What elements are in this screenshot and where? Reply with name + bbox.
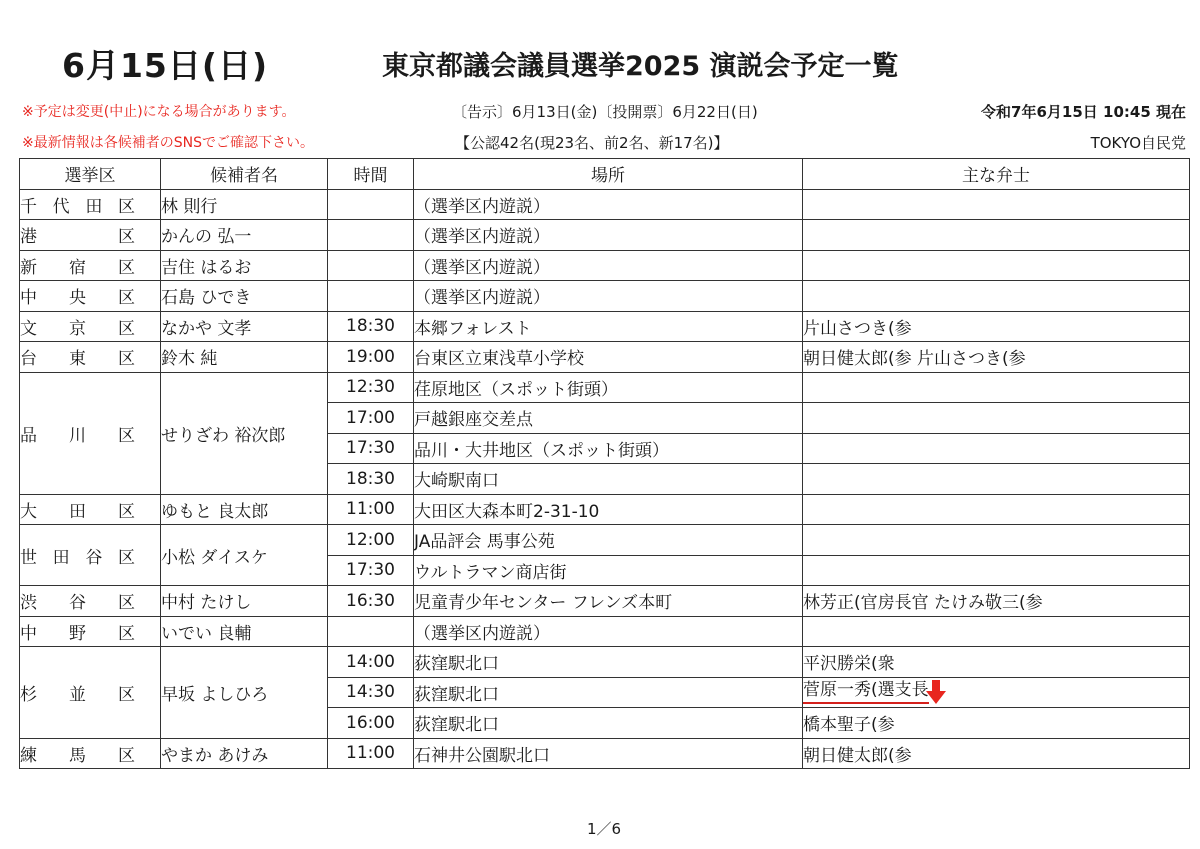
speakers-cell: [803, 220, 1190, 251]
table-row: [20, 189, 1190, 220]
district-cell: 世田谷区: [20, 525, 161, 586]
candidate-cell: やまか あけみ: [161, 738, 328, 769]
place-cell: 荏原地区（スポット街頭）: [414, 372, 803, 403]
place-cell: （選挙区内遊説）: [414, 281, 803, 312]
header-speakers: 主な弁士: [803, 159, 1190, 190]
speakers-cell: 朝日健太郎(参: [803, 738, 1190, 769]
district-cell: 千代田区: [20, 189, 161, 220]
speakers-cell: [803, 189, 1190, 220]
time-cell: 14:00: [328, 647, 414, 678]
district-cell: 新宿区: [20, 250, 161, 281]
speakers-cell: [803, 281, 1190, 312]
district-cell: 品川区: [20, 372, 161, 494]
page-number: 1／6: [587, 820, 622, 838]
place-cell: （選挙区内遊説）: [414, 250, 803, 281]
speakers-cell: [803, 372, 1190, 403]
time-cell: 19:00: [328, 342, 414, 373]
candidate-cell: 早坂 よしひろ: [161, 647, 328, 739]
candidate-cell: 吉住 はるお: [161, 250, 328, 281]
district-cell: 台東区: [20, 342, 161, 373]
time-cell: 12:30: [328, 372, 414, 403]
time-cell: [328, 281, 414, 312]
place-cell: 荻窪駅北口: [414, 708, 803, 739]
speakers-cell: 平沢勝栄(衆: [803, 647, 1190, 678]
time-cell: 14:30: [328, 677, 414, 708]
speakers-cell: [803, 525, 1190, 556]
candidate-count: 【公認42名(現23名、前2名、新17名)】: [455, 134, 729, 152]
table-row: [20, 311, 1190, 342]
time-cell: [328, 250, 414, 281]
header-place: 場所: [414, 159, 803, 190]
place-cell: 戸越銀座交差点: [414, 403, 803, 434]
speakers-cell: [803, 616, 1190, 647]
district-cell: 杉並区: [20, 647, 161, 739]
speakers-cell: [803, 403, 1190, 434]
place-cell: （選挙区内遊説）: [414, 189, 803, 220]
table-row: [20, 281, 1190, 312]
time-cell: 17:00: [328, 403, 414, 434]
time-cell: 11:00: [328, 494, 414, 525]
time-cell: 16:00: [328, 708, 414, 739]
district-cell: 文京区: [20, 311, 161, 342]
speakers-cell: [803, 494, 1190, 525]
speakers-cell: 橋本聖子(参: [803, 708, 1190, 739]
header-candidate: 候補者名: [161, 159, 328, 190]
district-cell: 練馬区: [20, 738, 161, 769]
speakers-cell: [803, 555, 1190, 586]
speakers-cell: 片山さつき(参: [803, 311, 1190, 342]
place-cell: 荻窪駅北口: [414, 647, 803, 678]
header-district: 選挙区: [20, 159, 161, 190]
place-cell: JA品評会 馬事公苑: [414, 525, 803, 556]
place-cell: 石神井公園駅北口: [414, 738, 803, 769]
table-row: [20, 738, 1190, 769]
election-dates: 〔告示〕6月13日(金)〔投開票〕6月22日(日): [452, 103, 758, 121]
table-header-row: [20, 159, 1190, 190]
place-cell: 荻窪駅北口: [414, 677, 803, 708]
speakers-cell: 朝日健太郎(参 片山さつき(参: [803, 342, 1190, 373]
place-cell: （選挙区内遊説）: [414, 220, 803, 251]
table-row: [20, 616, 1190, 647]
date-title: 6月15日(日): [62, 46, 269, 85]
candidate-cell: かんの 弘一: [161, 220, 328, 251]
place-cell: ウルトラマン商店街: [414, 555, 803, 586]
table-row: [20, 250, 1190, 281]
schedule-table: [19, 158, 1190, 769]
candidate-cell: いでい 良輔: [161, 616, 328, 647]
table-row: [20, 372, 1190, 403]
notice-change: ※予定は変更(中止)になる場合があります。: [22, 104, 296, 120]
timestamp: 令和7年6月15日 10:45 現在: [981, 103, 1186, 121]
candidate-cell: せりざわ 裕次郎: [161, 372, 328, 494]
party-name: TOKYO自民党: [1090, 134, 1186, 152]
district-cell: 中央区: [20, 281, 161, 312]
table-row: [20, 525, 1190, 556]
speakers-cell: 林芳正(官房長官 たけみ敬三(参: [803, 586, 1190, 617]
place-cell: 台東区立東浅草小学校: [414, 342, 803, 373]
notice-sns: ※最新情報は各候補者のSNSでご確認下さい。: [22, 135, 314, 151]
table-row: [20, 220, 1190, 251]
place-cell: 児童青少年センター フレンズ本町: [414, 586, 803, 617]
table-row: [20, 342, 1190, 373]
time-cell: 12:00: [328, 525, 414, 556]
district-cell: 大田区: [20, 494, 161, 525]
candidate-cell: ゆもと 良太郎: [161, 494, 328, 525]
table-row: [20, 647, 1190, 678]
time-cell: 18:30: [328, 464, 414, 495]
candidate-cell: 石島 ひでき: [161, 281, 328, 312]
header-time: 時間: [328, 159, 414, 190]
speakers-cell: [803, 433, 1190, 464]
time-cell: [328, 616, 414, 647]
candidate-cell: 鈴木 純: [161, 342, 328, 373]
candidate-cell: 小松 ダイスケ: [161, 525, 328, 586]
speakers-cell: [803, 250, 1190, 281]
speakers-cell: [803, 677, 1190, 708]
time-cell: 17:30: [328, 555, 414, 586]
candidate-cell: 中村 たけし: [161, 586, 328, 617]
time-cell: [328, 220, 414, 251]
district-cell: 中野区: [20, 616, 161, 647]
down-arrow-icon: [926, 680, 946, 704]
time-cell: 17:30: [328, 433, 414, 464]
place-cell: （選挙区内遊説）: [414, 616, 803, 647]
district-cell: 渋谷区: [20, 586, 161, 617]
place-cell: 大田区大森本町2-31-10: [414, 494, 803, 525]
district-cell: 港区: [20, 220, 161, 251]
candidate-cell: なかや 文孝: [161, 311, 328, 342]
place-cell: 大崎駅南口: [414, 464, 803, 495]
time-cell: [328, 189, 414, 220]
time-cell: 11:00: [328, 738, 414, 769]
page-title: 東京都議会議員選挙2025 演説会予定一覧: [382, 51, 899, 82]
highlighted-speaker: 菅原一秀(選支長: [803, 681, 929, 704]
time-cell: 18:30: [328, 311, 414, 342]
speakers-cell: [803, 464, 1190, 495]
table-row: [20, 586, 1190, 617]
candidate-cell: 林 則行: [161, 189, 328, 220]
time-cell: 16:30: [328, 586, 414, 617]
table-row: [20, 494, 1190, 525]
place-cell: 品川・大井地区（スポット街頭）: [414, 433, 803, 464]
place-cell: 本郷フォレスト: [414, 311, 803, 342]
